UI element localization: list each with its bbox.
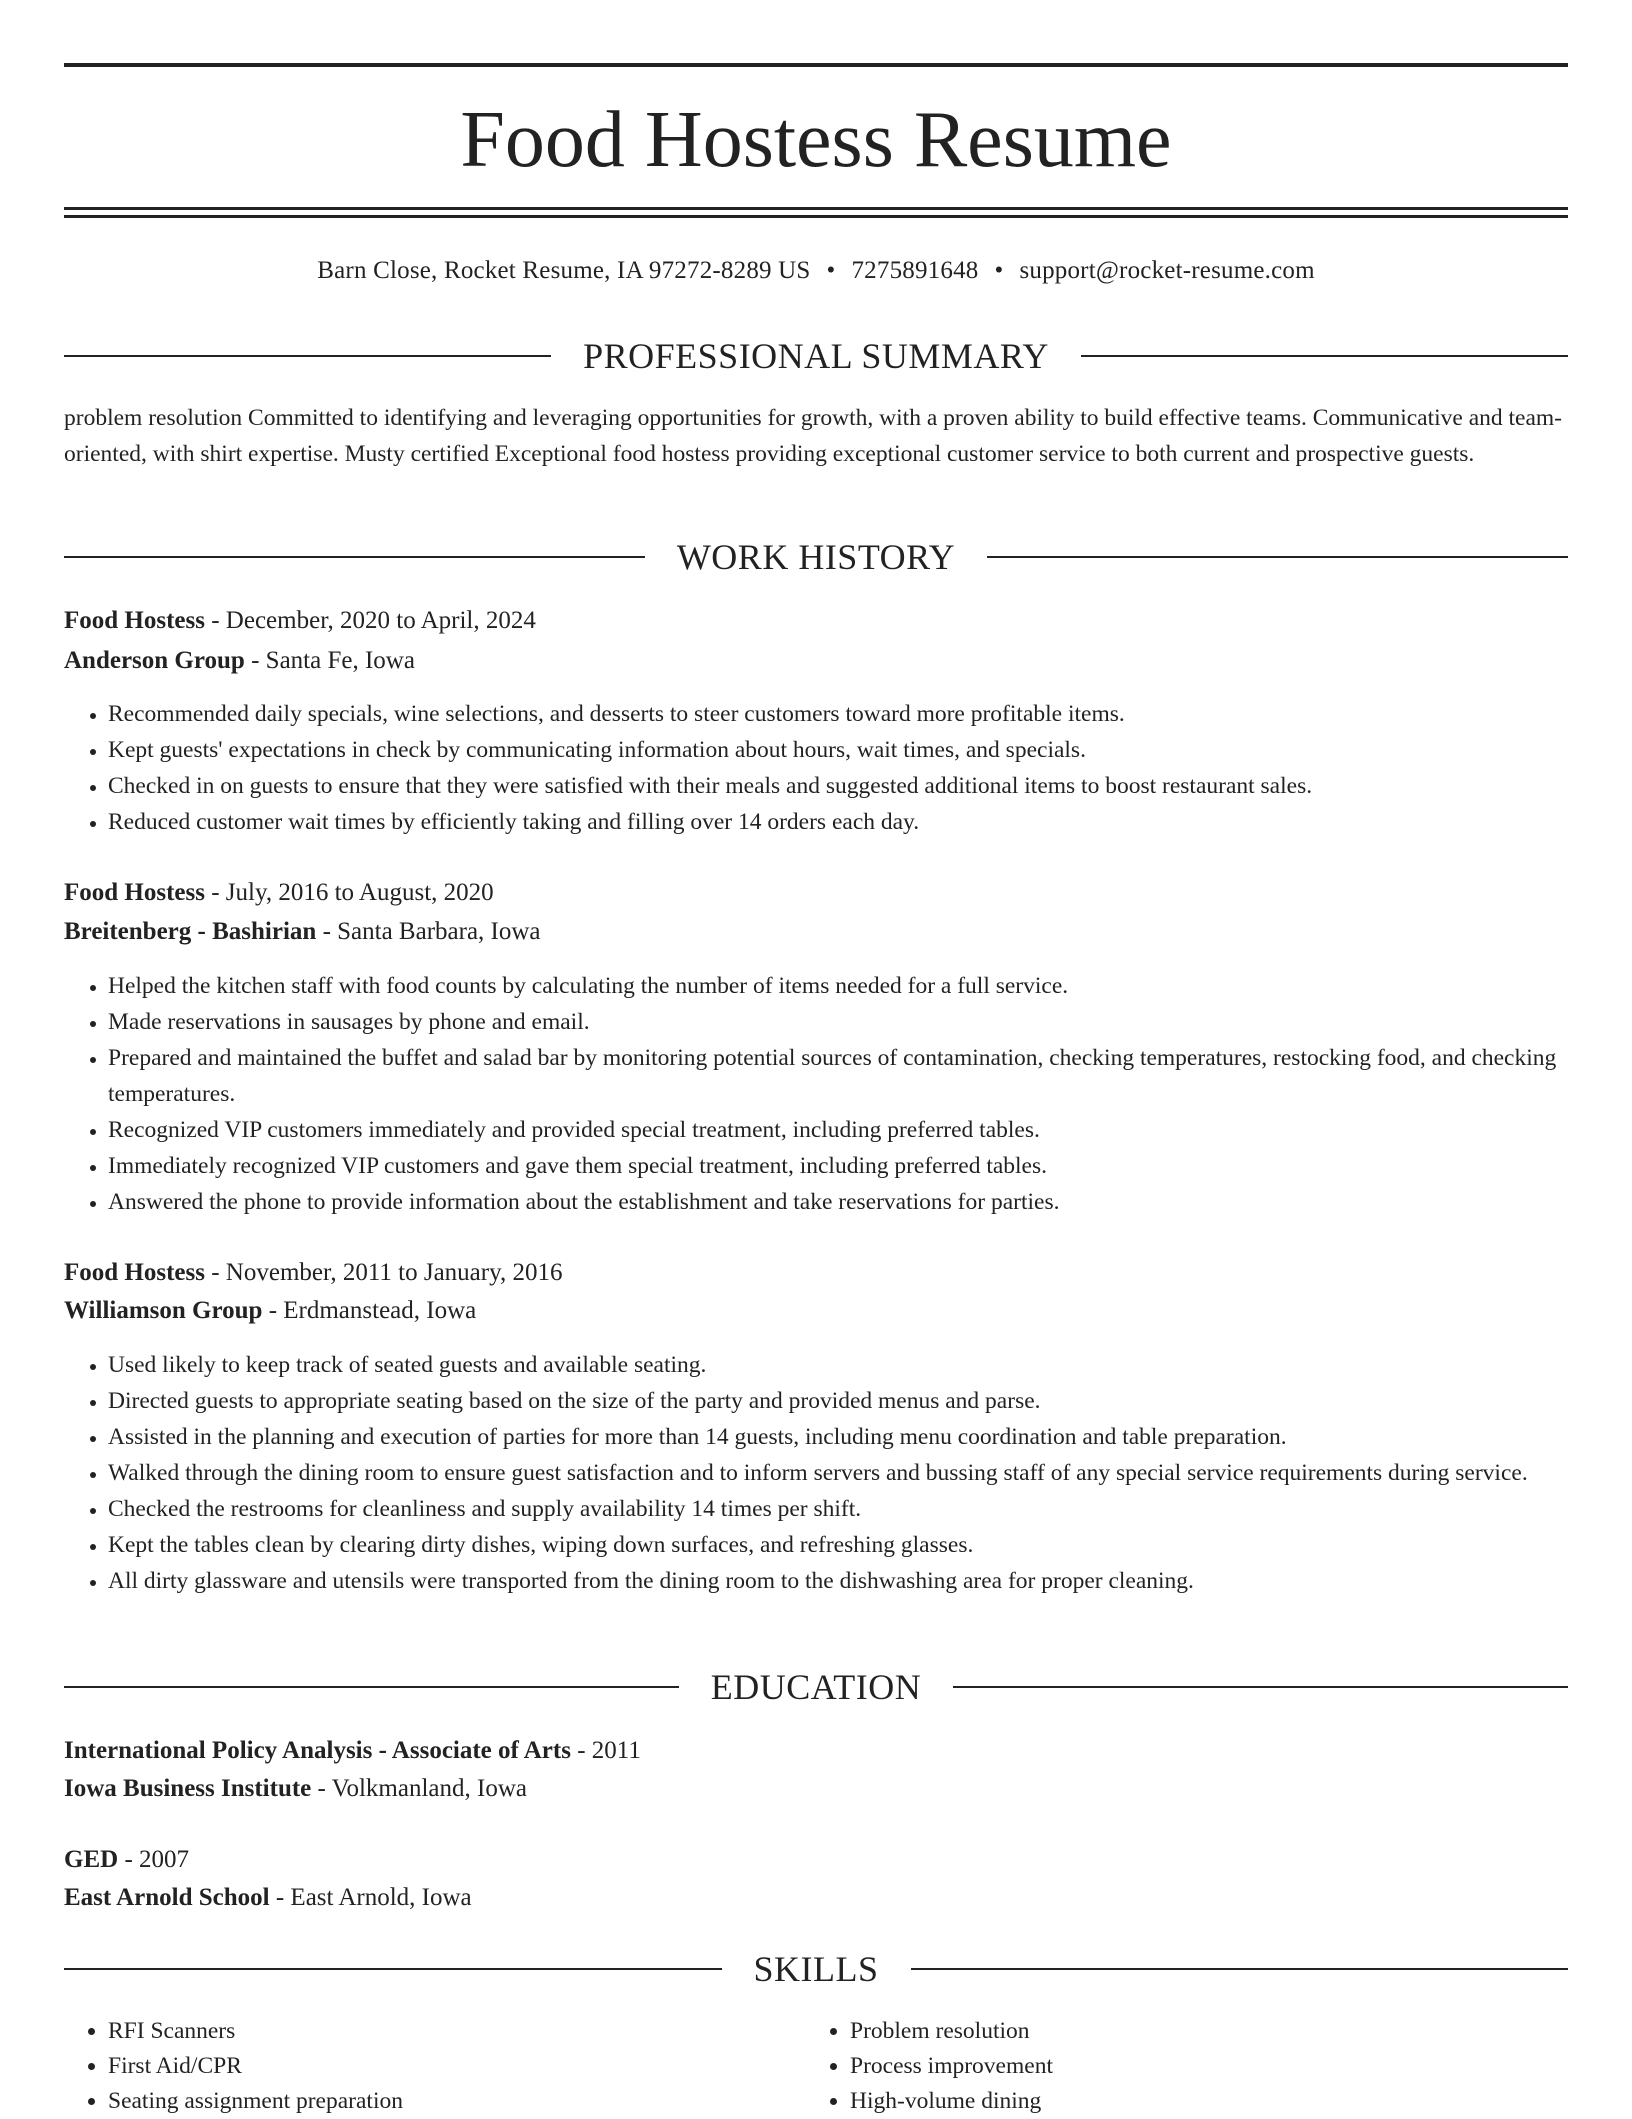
- contact-email: support@rocket-resume.com: [1019, 257, 1315, 284]
- job-location: - Santa Barbara, Iowa: [316, 918, 541, 945]
- job-bullets: [64, 1347, 1612, 1599]
- job-title-line: [64, 876, 1568, 910]
- list-item: • Recommended daily specials, wine selections, and desserts to steer customers toward more profitable items.: [108, 696, 1612, 732]
- education-section-header: [64, 1665, 1568, 1709]
- list-item: • All dirty glassware and utensils were transported from the dining room to the dishwashing area for proper cleaning.: [108, 1563, 1612, 1599]
- page-title: Food Hostess Resume: [460, 96, 1172, 184]
- skill-item: • Problem resolution: [850, 2014, 1550, 2049]
- contact-separator: •: [826, 257, 836, 284]
- education-degree: International Policy Analysis - Associate of Arts: [64, 1737, 571, 1764]
- education-school: East Arnold School: [64, 1884, 270, 1911]
- education-location: - East Arnold, Iowa: [269, 1884, 472, 1911]
- skill-item: • First Aid/CPR: [108, 2049, 808, 2084]
- education-school: Iowa Business Institute: [64, 1775, 312, 1802]
- list-item: • Kept the tables clean by clearing dirty dishes, wiping down surfaces, and refreshing glasses.: [108, 1527, 1612, 1563]
- list-item: • Made reservations in sausages by phone and email.: [108, 1004, 1612, 1040]
- list-item: • Assisted in the planning and execution of parties for more than 14 guests, including menu coordination and table preparation.: [108, 1419, 1612, 1455]
- divider: [64, 355, 551, 357]
- skill-item: • RFI Scanners: [108, 2014, 808, 2049]
- list-item: • Helped the kitchen staff with food counts by calculating the number of items needed for a full service.: [108, 968, 1612, 1004]
- section-title: PROFESSIONAL SUMMARY: [583, 336, 1049, 376]
- section-title: WORK HISTORY: [676, 537, 956, 577]
- list-item: • Kept guests' expectations in check by communicating information about hours, wait times, and specials.: [108, 732, 1612, 768]
- title-double-rule-top: [64, 207, 1568, 210]
- divider: [64, 1968, 722, 1970]
- job-title: Food Hostess: [64, 879, 205, 906]
- contact-phone: 7275891648: [851, 257, 979, 284]
- job-title-line: [64, 1256, 1568, 1290]
- skill-item: • Process improvement: [850, 2049, 1550, 2084]
- list-item: • Reduced customer wait times by efficiently taking and filling over 14 orders each day.: [108, 804, 1612, 840]
- summary-section-header: [64, 334, 1568, 378]
- education-location: - Volkmanland, Iowa: [311, 1775, 527, 1802]
- job-location: - Santa Fe, Iowa: [244, 647, 415, 674]
- skill-item: • High-volume dining: [850, 2084, 1550, 2119]
- divider: [64, 1686, 679, 1688]
- list-item: • Recognized VIP customers immediately and provided special treatment, including preferred tables.: [108, 1112, 1612, 1148]
- list-item: • Immediately recognized VIP customers and gave them special treatment, including preferred tables.: [108, 1148, 1612, 1184]
- job-dates: - July, 2016 to August, 2020: [204, 879, 494, 906]
- education-school-line: [64, 1772, 1568, 1806]
- work-section-header: [64, 535, 1568, 579]
- job-dates: - November, 2011 to January, 2016: [204, 1259, 563, 1286]
- title-double-rule-bottom: [64, 215, 1568, 218]
- list-item: • Checked in on guests to ensure that they were satisfied with their meals and suggested additional items to boost restaurant sales.: [108, 768, 1612, 804]
- section-title: EDUCATION: [710, 1667, 922, 1707]
- list-item: • Used likely to keep track of seated guests and available seating.: [108, 1347, 1612, 1383]
- job-employer: Breitenberg - Bashirian: [64, 918, 317, 945]
- job-bullets: [64, 968, 1612, 1220]
- education-year: - 2007: [118, 1846, 190, 1873]
- job-dates: - December, 2020 to April, 2024: [204, 607, 536, 634]
- job-employer: Williamson Group: [64, 1297, 263, 1324]
- job-location: - Erdmanstead, Iowa: [262, 1297, 477, 1324]
- job-employer-line: [64, 644, 1568, 678]
- skills-list-left: [64, 2014, 808, 2119]
- list-item: • Walked through the dining room to ensure guest satisfaction and to inform servers and bussing staff of any special service requirements during service.: [108, 1455, 1612, 1491]
- education-school-line: [64, 1881, 1568, 1915]
- job-title: Food Hostess: [64, 1259, 205, 1286]
- education-year: - 2011: [570, 1737, 641, 1764]
- list-item: • Directed guests to appropriate seating based on the size of the party and provided menus and parse.: [108, 1383, 1612, 1419]
- education-degree-line: [64, 1843, 1568, 1877]
- skill-item: • Seating assignment preparation: [108, 2084, 808, 2119]
- job-employer: Anderson Group: [64, 647, 245, 674]
- divider: [987, 556, 1568, 558]
- contact-address: Barn Close, Rocket Resume, IA 97272-8289 US: [317, 257, 811, 284]
- job-employer-line: [64, 1294, 1568, 1328]
- job-employer-line: [64, 915, 1568, 949]
- skills-section-header: [64, 1947, 1568, 1991]
- section-title: SKILLS: [753, 1949, 879, 1989]
- divider: [911, 1968, 1569, 1970]
- list-item: • Prepared and maintained the buffet and salad bar by monitoring potential sources of contamination, checking temperatures, restocking food, and checking temperatures.: [108, 1040, 1612, 1112]
- divider: [1081, 355, 1568, 357]
- list-item: • Answered the phone to provide information about the establishment and take reservations for parties.: [108, 1184, 1612, 1220]
- contact-line: [0, 254, 1632, 288]
- divider: [953, 1686, 1568, 1688]
- education-degree: GED: [64, 1846, 119, 1873]
- job-title: Food Hostess: [64, 607, 205, 634]
- list-item: • Checked the restrooms for cleanliness and supply availability 14 times per shift.: [108, 1491, 1612, 1527]
- summary-text: problem resolution Committed to identifying and leveraging opportunities for growth, with a proven ability to build effective teams. Communicative and team-oriented, with shirt expertise. Musty certified Exceptional food hostess providing exceptional customer service to both current and prospective guests.: [64, 405, 1563, 467]
- divider: [64, 556, 645, 558]
- job-title-line: [64, 604, 1568, 638]
- education-degree-line: [64, 1734, 1568, 1768]
- skills-list-right: [806, 2014, 1550, 2119]
- top-rule: [64, 63, 1568, 67]
- contact-separator: •: [994, 257, 1004, 284]
- job-bullets: [64, 696, 1612, 840]
